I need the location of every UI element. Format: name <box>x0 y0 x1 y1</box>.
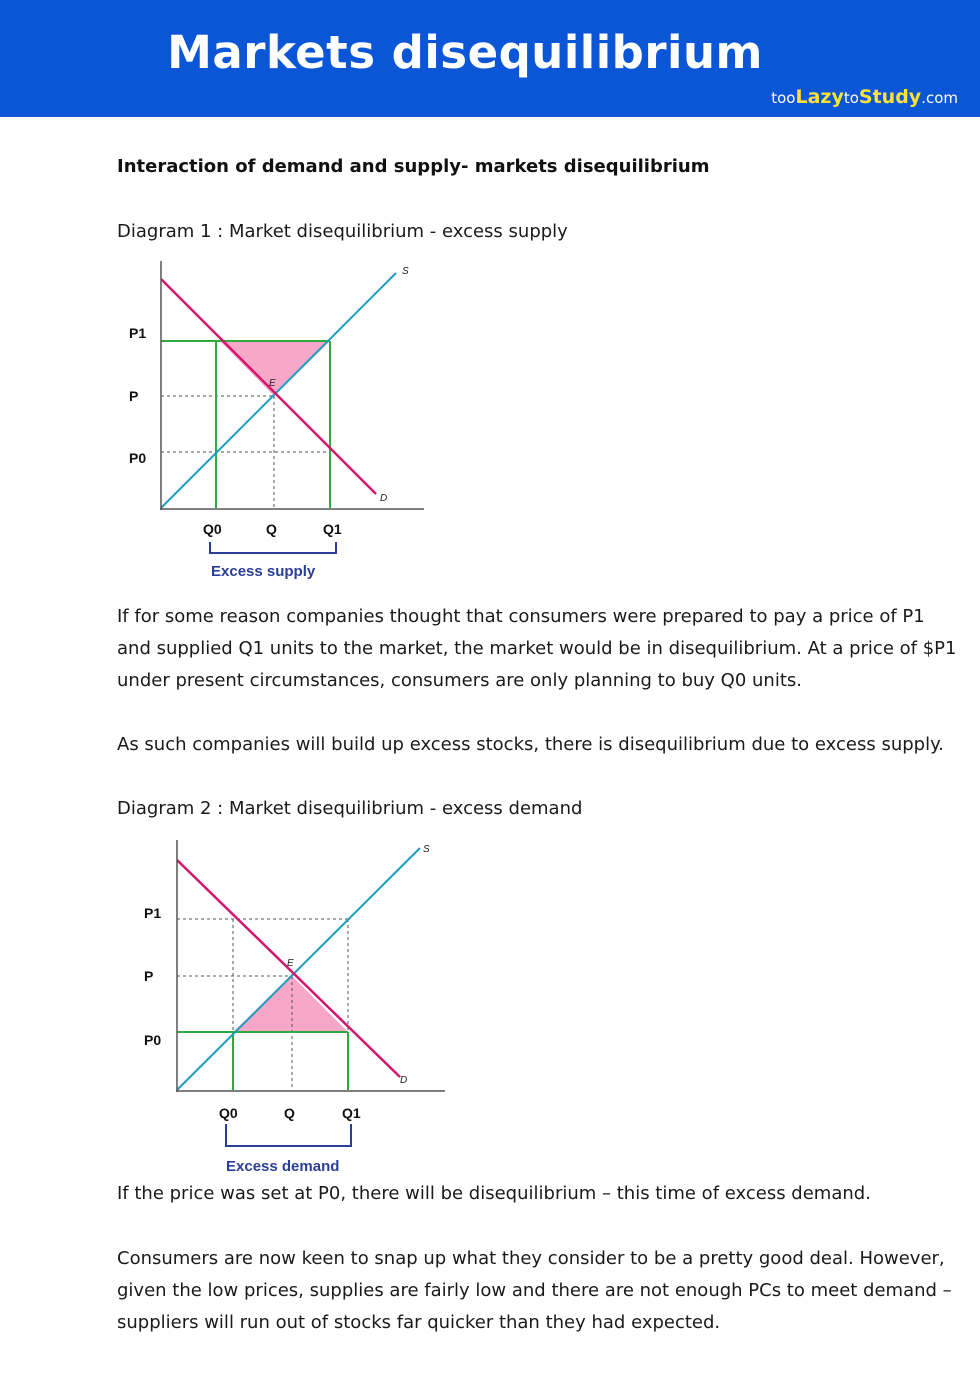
q0-tick-label: Q0 <box>219 1105 238 1121</box>
paragraph-1: If for some reason companies thought that consumers were prepared to pay a price of P1 and supplied Q1 units to the market, the market would be in disequilibrium. At a price of $P1 under present circumstances, consumers are only planning to buy Q0 units. <box>117 606 957 691</box>
excess-supply-bracket <box>210 542 336 553</box>
equilibrium-label: E <box>269 378 276 389</box>
q1-tick-label: Q1 <box>323 521 342 537</box>
demand-label: D <box>380 493 388 504</box>
diagram1-chart <box>110 255 440 585</box>
paragraph-3: If the price was set at P0, there will be disequilibrium – this time of excess demand. <box>117 1183 871 1204</box>
brand-part-study: Study <box>858 86 922 108</box>
demand-label: D <box>400 1075 408 1086</box>
brand-part-lazy: Lazy <box>795 86 844 108</box>
excess-demand-bracket <box>226 1124 351 1146</box>
supply-label: S <box>402 266 409 277</box>
equilibrium-label: E <box>287 958 294 969</box>
q1-tick-label: Q1 <box>342 1105 361 1121</box>
brand-part-to: to <box>843 89 859 107</box>
diagram2-chart <box>125 832 455 1177</box>
paragraph-2: As such companies will build up excess stocks, there is disequilibrium due to excess supply. <box>117 734 944 755</box>
q-tick-label: Q <box>284 1105 295 1121</box>
supply-curve <box>161 273 396 508</box>
q-tick-label: Q <box>266 521 277 537</box>
p0-tick-label: P0 <box>144 1032 162 1048</box>
supply-curve <box>177 848 420 1090</box>
p0-tick-label: P0 <box>129 450 147 466</box>
excess-supply-label: Excess supply <box>211 563 316 580</box>
page-title: Markets disequilibrium <box>167 26 763 79</box>
p-tick-label: P <box>144 968 154 984</box>
paragraph-4: Consumers are now keen to snap up what they consider to be a pretty good deal. However, given the low prices, supplies are fairly low and there are not enough PCs to meet demand – suppliers will run out of stocks far quicker than they had expected. <box>117 1248 952 1333</box>
supply-label: S <box>423 844 430 855</box>
brand-part-too: too <box>771 89 796 107</box>
excess-demand-shade <box>233 976 348 1032</box>
header-banner <box>0 0 980 117</box>
diagram2-caption: Diagram 2 : Market disequilibrium - excess demand <box>117 798 583 819</box>
excess-demand-label: Excess demand <box>226 1158 340 1175</box>
p1-tick-label: P1 <box>144 905 162 921</box>
section-heading: Interaction of demand and supply- markets disequilibrium <box>117 156 710 177</box>
p1-tick-label: P1 <box>129 325 147 341</box>
q0-tick-label: Q0 <box>203 521 222 537</box>
p-tick-label: P <box>129 388 139 404</box>
brand-part-com: .com <box>921 89 958 107</box>
brand-logo[interactable] <box>771 86 958 108</box>
diagram1-caption: Diagram 1 : Market disequilibrium - excess supply <box>117 221 568 242</box>
